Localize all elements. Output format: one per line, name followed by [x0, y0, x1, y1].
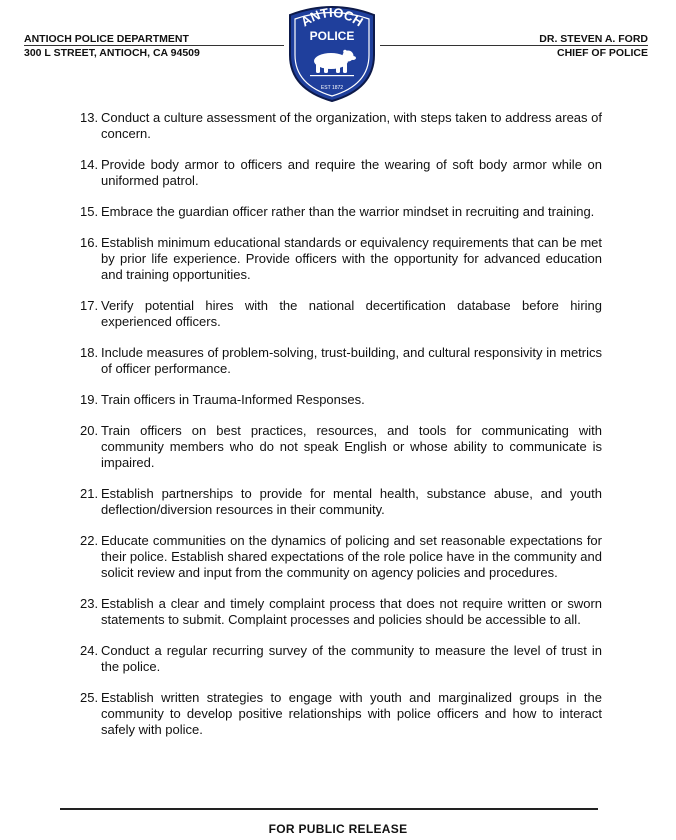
list-item-text: Establish partnerships to provide for mental health, substance abuse, and youth deflection/diversion resources in their community. [101, 486, 602, 517]
list-item-text: Establish minimum educational standards or equivalency requirements that can be met by prior life experience. Provide officers with the opportunity for advanced education and training opportunities. [101, 235, 602, 282]
footer-label: FOR PUBLIC RELEASE [268, 822, 408, 836]
badge-top-text: ANTIOCH [298, 4, 366, 30]
list-item-number: 18. [80, 345, 99, 360]
footer-divider [60, 808, 598, 810]
list-item-text: Include measures of problem-solving, trust-building, and cultural responsivity in metrics of officer performance. [101, 345, 602, 376]
list-item-text: Conduct a culture assessment of the organization, with steps taken to address areas of concern. [101, 110, 602, 141]
department-address: 300 L STREET, ANTIOCH, CA 94509 [24, 47, 200, 59]
list-item [80, 690, 602, 738]
list-item-text: Establish written strategies to engage with youth and marginalized groups in the community to develop positive relationships with police officers and how to interact safely with police. [101, 690, 602, 737]
department-name: ANTIOCH POLICE DEPARTMENT [24, 33, 189, 45]
list-item-number: 14. [80, 157, 99, 172]
badge-est-text: EST 1872 [320, 85, 344, 91]
list-item-number: 20. [80, 423, 99, 438]
list-item-number: 17. [80, 298, 99, 313]
list-item-text: Educate communities on the dynamics of policing and set reasonable expectations for their police. Establish shared expectations of the role police have in the community and solicit review and input from the community on agency policies and procedures. [101, 533, 602, 580]
list-item [80, 110, 602, 142]
list-item-number: 22. [80, 533, 99, 548]
list-item [80, 423, 602, 471]
list-item-text: Train officers in Trauma-Informed Responses. [101, 392, 365, 407]
list-item-number: 23. [80, 596, 99, 611]
list-item [80, 486, 602, 518]
list-item-number: 15. [80, 204, 99, 219]
recommendations-list [80, 110, 602, 753]
list-item-number: 13. [80, 110, 99, 125]
header-left [24, 32, 200, 60]
badge-middle-text: POLICE [309, 29, 355, 43]
list-item [80, 643, 602, 675]
list-item-text: Provide body armor to officers and require the wearing of soft body armor while on uniformed patrol. [101, 157, 602, 188]
list-item-number: 25. [80, 690, 99, 705]
police-badge-logo [284, 3, 380, 103]
list-item-number: 24. [80, 643, 99, 658]
list-item-number: 19. [80, 392, 99, 407]
list-item-text: Train officers on best practices, resources, and tools for communicating with community members who do not speak English or whose ability to communicate is impaired. [101, 423, 602, 470]
chief-title: CHIEF OF POLICE [556, 47, 648, 59]
list-item-text: Verify potential hires with the national decertification database before hiring experienced officers. [101, 298, 602, 329]
list-item [80, 235, 602, 283]
list-item [80, 596, 602, 628]
list-item [80, 204, 602, 220]
list-item-text: Embrace the guardian officer rather than the warrior mindset in recruiting and training. [101, 204, 595, 219]
list-item [80, 345, 602, 377]
list-item-number: 16. [80, 235, 99, 250]
list-item-number: 21. [80, 486, 99, 501]
list-item-text: Conduct a regular recurring survey of the community to measure the level of trust in the police. [101, 643, 602, 674]
list-item-text: Establish a clear and timely complaint process that does not require written or sworn statements to submit. Complaint processes and policies should be accessible to all. [101, 596, 602, 627]
list-item [80, 392, 602, 408]
list-item [80, 533, 602, 581]
header-right [539, 32, 648, 60]
list-item [80, 298, 602, 330]
list-item [80, 157, 602, 189]
chief-name: DR. STEVEN A. FORD [539, 33, 648, 45]
